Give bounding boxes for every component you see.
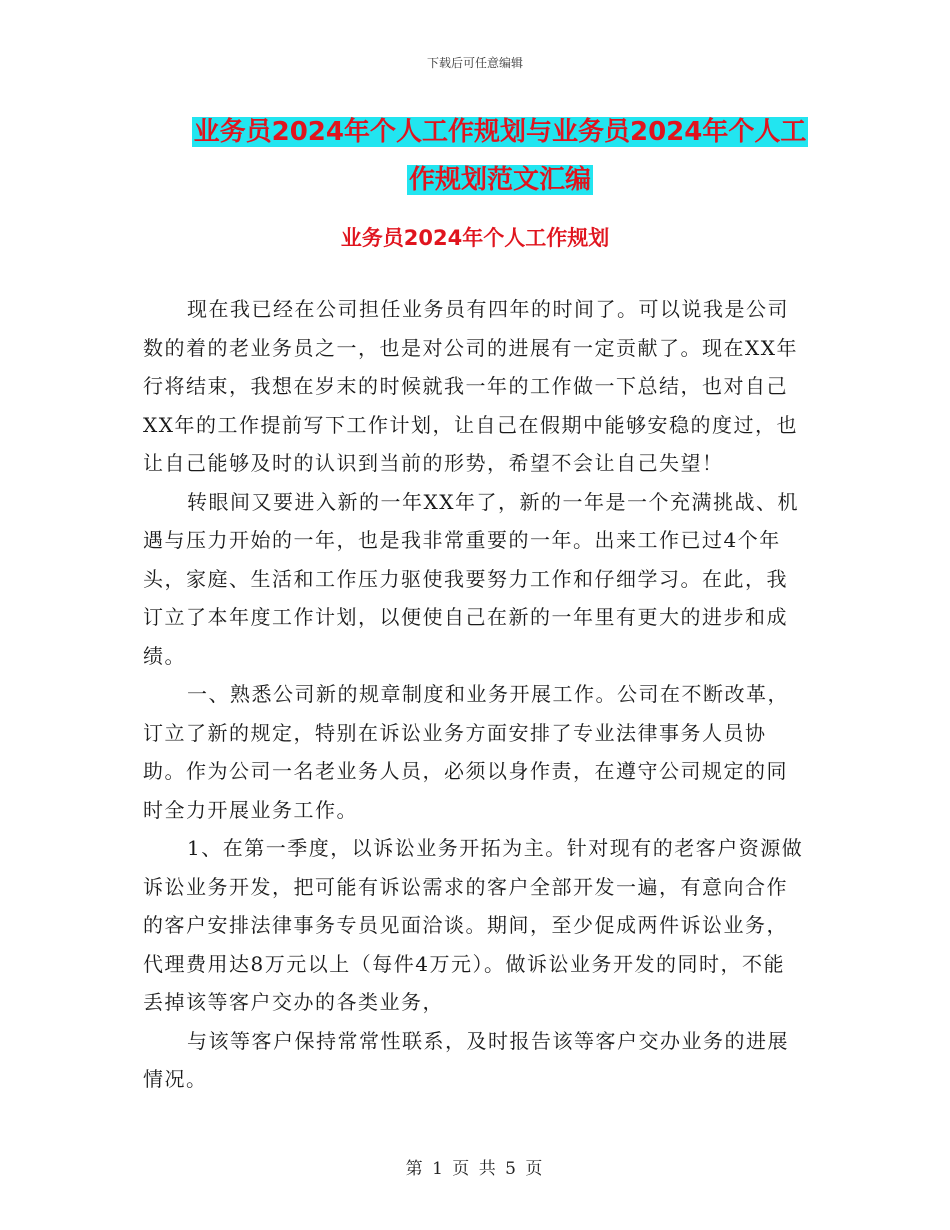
document-title xyxy=(160,108,840,204)
page-footer: 第 1 页 共 5 页 xyxy=(405,1159,545,1179)
section-title: 业务员2024年个人工作规划 xyxy=(340,226,610,250)
paragraph: 一、熟悉公司新的规章制度和业务开展工作。公司在不断改革，订立了新的规定，特别在诉讼业务方面安排了专业法律事务人员协助。作为公司一名老业务人员，必须以身作责，在遵守公司规定的同时全力开展业务工作。 xyxy=(143,682,789,822)
paragraph: 现在我已经在公司担任业务员有四年的时间了。可以说我是公司数的着的老业务员之一，也是对公司的进展有一定贡献了。现在XX年行将结束，我想在岁末的时候就我一年的工作做一下总结，也对自己XX年的工作提前写下工作计划，让自己在假期中能够安稳的度过，也让自己能够及时的认识到当前的形势，希望不会让自己失望！ xyxy=(143,297,798,475)
body-text xyxy=(143,290,805,1099)
paragraph: 转眼间又要进入新的一年XX年了，新的一年是一个充满挑战、机遇与压力开始的一年，也是我非常重要的一年。出来工作已过4个年头，家庭、生活和工作压力驱使我要努力工作和仔细学习。在此，我订立了本年度工作计划，以便使自己在新的一年里有更大的进步和成绩。 xyxy=(143,489,799,668)
document-title-line-2: 作规划范文汇编 xyxy=(408,165,591,195)
header-note: 下载后可任意编辑 xyxy=(426,56,523,70)
document-title-line-1: 业务员2024年个人工作规划与业务员2024年个人工 xyxy=(193,117,807,147)
paragraph: 与该等客户保持常常性联系，及时报告该等客户交办业务的进展情况。 xyxy=(143,1028,789,1091)
paragraph: 1、在第一季度，以诉讼业务开拓为主。针对现有的老客户资源做诉讼业务开发，把可能有诉讼需求的客户全部开发一遍，有意向合作的客户安排法律事务专员见面洽谈。期间，至少促成两件诉讼业务，代理费用达8万元以上（每件4万元）。做诉讼业务开发的同时，不能丢掉该等客户交办的各类业务， xyxy=(143,836,804,1014)
